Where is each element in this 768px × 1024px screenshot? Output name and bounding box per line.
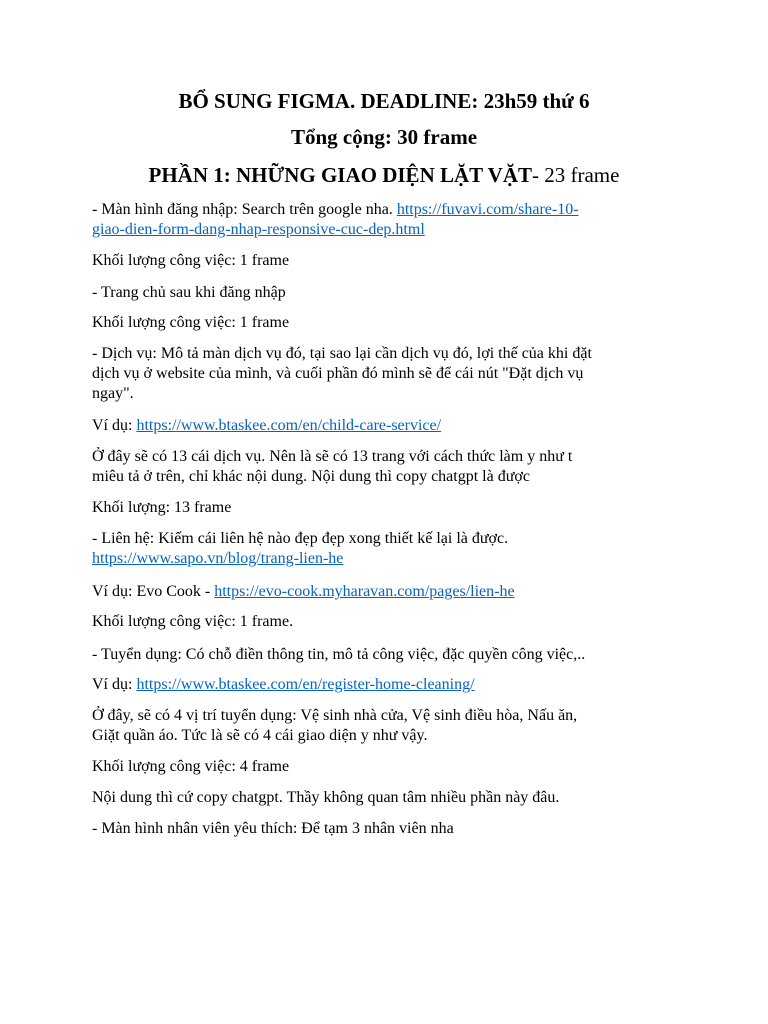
workload-home: Khối lượng công việc: 1 frame xyxy=(92,314,290,331)
service-line-1: - Dịch vụ: Mô tả màn dịch vụ đó, tại sao lại cần dịch vụ đó, lợi thế của khi đặt xyxy=(92,345,592,362)
workload-services: Khối lượng: 13 frame xyxy=(92,499,232,516)
home-screen-paragraph: - Trang chủ sau khi đăng nhập xyxy=(92,284,286,301)
register-home-cleaning-link[interactable]: https://www.btaskee.com/en/register-home-cleaning/ xyxy=(136,676,475,693)
login-screen-text: - Màn hình đăng nhập: Search trên google nha. xyxy=(92,201,397,218)
section-1-heading-tail: - 23 frame xyxy=(532,163,620,187)
positions-paragraph xyxy=(92,706,672,746)
example-label: Ví dụ: xyxy=(92,417,137,434)
document-title: BỔ SUNG FIGMA. DEADLINE: 23h59 thứ 6 xyxy=(178,89,590,113)
service-example-paragraph xyxy=(92,416,672,436)
contact-example-paragraph xyxy=(92,582,672,602)
workload-login: Khối lượng công việc: 1 frame xyxy=(92,252,290,269)
evo-cook-contact-link[interactable]: https://evo-cook.myharavan.com/pages/lien-he xyxy=(214,583,515,600)
positions-line-2: Giặt quần áo. Tức là sẽ có 4 cái giao diện y như vậy. xyxy=(92,727,428,744)
section-1-heading xyxy=(0,162,768,188)
workload-recruitment: Khối lượng công việc: 4 frame xyxy=(92,758,290,775)
service-line-3: ngay". xyxy=(92,385,134,402)
sapo-contact-link[interactable]: https://www.sapo.vn/blog/trang-lien-he xyxy=(92,550,344,567)
contact-paragraph xyxy=(92,529,672,569)
section-1-heading-main: PHẦN 1: NHỮNG GIAO DIỆN LẶT VẶT xyxy=(148,163,532,187)
thirteen-services-line-1: Ở đây sẽ có 13 cái dịch vụ. Nên là sẽ có 13 trang với cách thức làm y như t xyxy=(92,448,573,465)
login-reference-link[interactable]: https://fuvavi.com/share-10- xyxy=(396,201,579,218)
total-frames-heading: Tổng cộng: 30 frame xyxy=(290,125,478,149)
login-screen-paragraph xyxy=(92,200,672,240)
thirteen-services-line-2: miêu tả ở trên, chỉ khác nội dung. Nội dung thì copy chatgpt là được xyxy=(92,468,530,485)
child-care-service-link[interactable]: https://www.btaskee.com/en/child-care-service/ xyxy=(136,417,442,434)
service-paragraph xyxy=(92,344,672,404)
service-line-2: dịch vụ ở website của mình, và cuối phần đó mình sẽ để cái nút "Đặt dịch vụ xyxy=(92,365,584,382)
content-note-paragraph: Nội dung thì cứ copy chatgpt. Thầy không quan tâm nhiều phần này đâu. xyxy=(92,789,560,806)
thirteen-services-paragraph xyxy=(92,447,672,487)
recruitment-example-paragraph xyxy=(92,675,672,695)
login-reference-link-continued[interactable]: giao-dien-form-dang-nhap-responsive-cuc-dep.html xyxy=(92,221,425,238)
positions-line-1: Ở đây, sẽ có 4 vị trí tuyển dụng: Vệ sinh nhà cửa, Vệ sinh điều hòa, Nấu ăn, xyxy=(92,707,578,724)
favorite-staff-paragraph: - Màn hình nhân viên yêu thích: Để tạm 3 nhân viên nha xyxy=(92,820,454,837)
workload-contact: Khối lượng công việc: 1 frame. xyxy=(92,613,294,630)
example-label-evo-cook: Ví dụ: Evo Cook - xyxy=(92,583,215,600)
example-label-recruit: Ví dụ: xyxy=(92,676,137,693)
contact-text: - Liên hệ: Kiếm cái liên hệ nào đẹp đẹp xong thiết kế lại là được. xyxy=(92,530,509,547)
recruitment-paragraph: - Tuyển dụng: Có chỗ điền thông tin, mô tả công việc, đặc quyền công việc,.. xyxy=(92,646,586,663)
